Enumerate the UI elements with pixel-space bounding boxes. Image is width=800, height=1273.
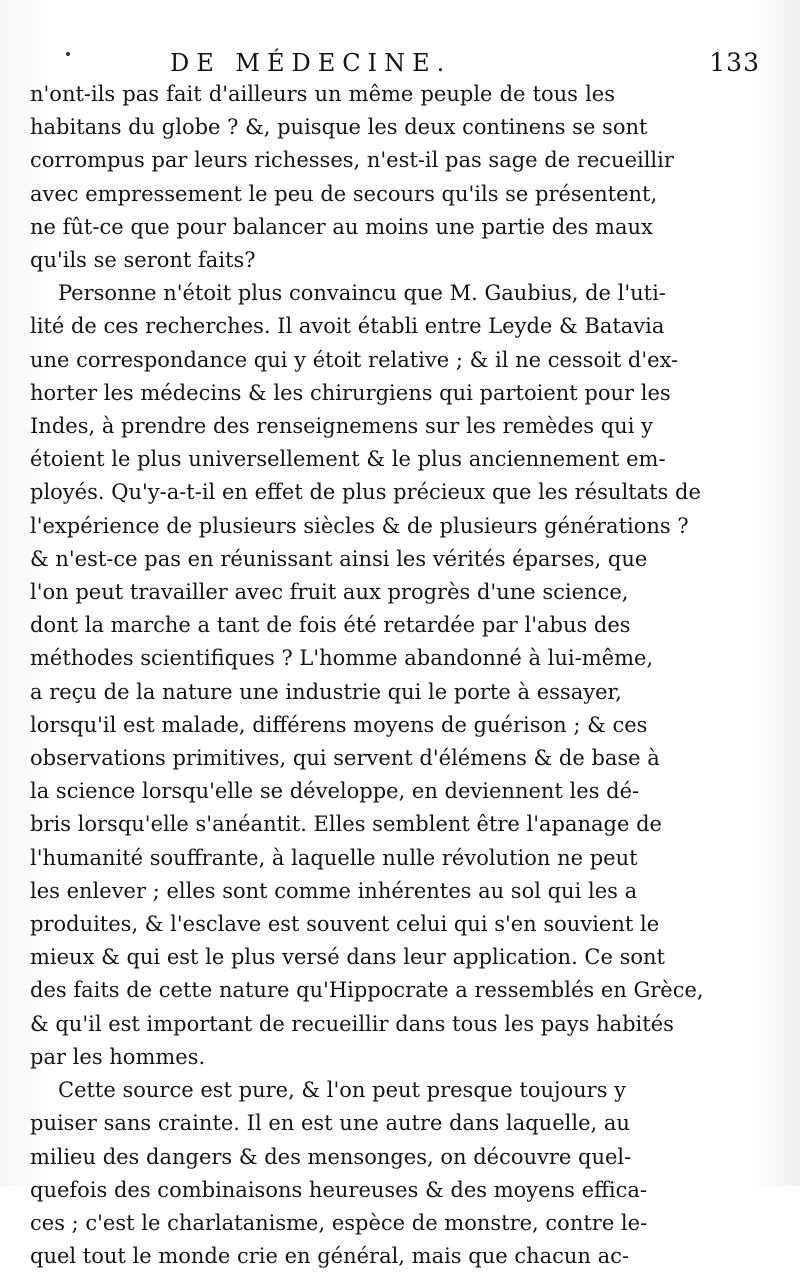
text-line: avec empressement le peu de secours qu'ils se présentent, <box>30 181 658 206</box>
text-line: bris lorsqu'elle s'anéantit. Elles semblent être l'apanage de <box>30 812 662 837</box>
text-line: & n'est-ce pas en réunissant ainsi les vérités éparses, que <box>30 546 648 571</box>
text-line: ployés. Qu'y-a-t-il en effet de plus précieux que les résultats de <box>30 480 701 505</box>
text-line: l'expérience de plusieurs siècles & de plusieurs générations ? <box>30 513 689 538</box>
text-line: Cette source est pure, & l'on peut presque toujours y <box>58 1078 627 1103</box>
ink-speck <box>66 52 70 56</box>
text-line: puiser sans crainte. Il en est une autre dans laquelle, au <box>30 1111 630 1136</box>
text-line: milieu des dangers & des mensonges, on découvre quel- <box>30 1144 632 1169</box>
text-line: corrompus par leurs richesses, n'est-il pas sage de recueillir <box>30 148 674 173</box>
text-line: l'humanité souffrante, à laquelle nulle révolution ne peut <box>30 845 638 870</box>
text-line: produites, & l'esclave est souvent celui qui s'en souvient le <box>30 912 660 937</box>
text-line: des faits de cette nature qu'Hippocrate a ressemblés en Grèce, <box>30 978 704 1003</box>
text-line: la science lorsqu'elle se développe, en deviennent les dé- <box>30 779 640 804</box>
text-line: lorsqu'il est malade, différens moyens de guérison ; & ces <box>30 712 648 737</box>
text-line: quel tout le monde crie en général, mais que chacun ac- <box>30 1244 629 1269</box>
text-line: les enlever ; elles sont comme inhérentes au sol qui les a <box>30 878 638 903</box>
text-line: étoient le plus universellement & le plus anciennement em- <box>30 447 666 472</box>
page-number: 133 <box>709 48 760 77</box>
text-line: quefois des combinaisons heureuses & des moyens effica- <box>30 1177 648 1202</box>
text-line: dont la marche a tant de fois été retardée par l'abus des <box>30 613 631 638</box>
text-line: & qu'il est important de recueillir dans tous les pays habités <box>30 1011 674 1036</box>
text-line: habitans du globe ? &, puisque les deux continens se sont <box>30 115 648 140</box>
text-line: ne fût-ce que pour balancer au moins une partie des maux <box>30 214 653 239</box>
text-line: Personne n'étoit plus convaincu que M. Gaubius, de l'uti- <box>58 281 666 306</box>
running-title: DE MÉDECINE. <box>170 49 452 77</box>
body-text <box>30 78 704 1273</box>
running-header <box>170 48 760 77</box>
text-line: qu'ils se seront faits? <box>30 248 256 273</box>
text-line: ces ; c'est le charlatanisme, espèce de monstre, contre le- <box>30 1210 648 1235</box>
text-line: Indes, à prendre des renseignemens sur les remèdes qui y <box>30 414 653 439</box>
text-line: méthodes scientifiques ? L'homme abandonné à lui-même, <box>30 646 654 671</box>
text-line: n'ont-ils pas fait d'ailleurs un même peuple de tous les <box>30 82 615 106</box>
text-line: a reçu de la nature une industrie qui le porte à essayer, <box>30 679 622 704</box>
text-line: l'on peut travailler avec fruit aux progrès d'une science, <box>30 580 629 605</box>
text-line: par les hommes. <box>30 1044 206 1069</box>
text-line: une correspondance qui y étoit relative ; & il ne cessoit d'ex- <box>30 347 679 372</box>
text-line: mieux & qui est le plus versé dans leur application. Ce sont <box>30 945 665 970</box>
text-line: observations primitives, qui servent d'élémens & de base à <box>30 746 660 771</box>
text-line: horter les médecins & les chirurgiens qui partoient pour les <box>30 380 671 405</box>
text-line: lité de ces recherches. Il avoit établi entre Leyde & Batavia <box>30 314 665 339</box>
